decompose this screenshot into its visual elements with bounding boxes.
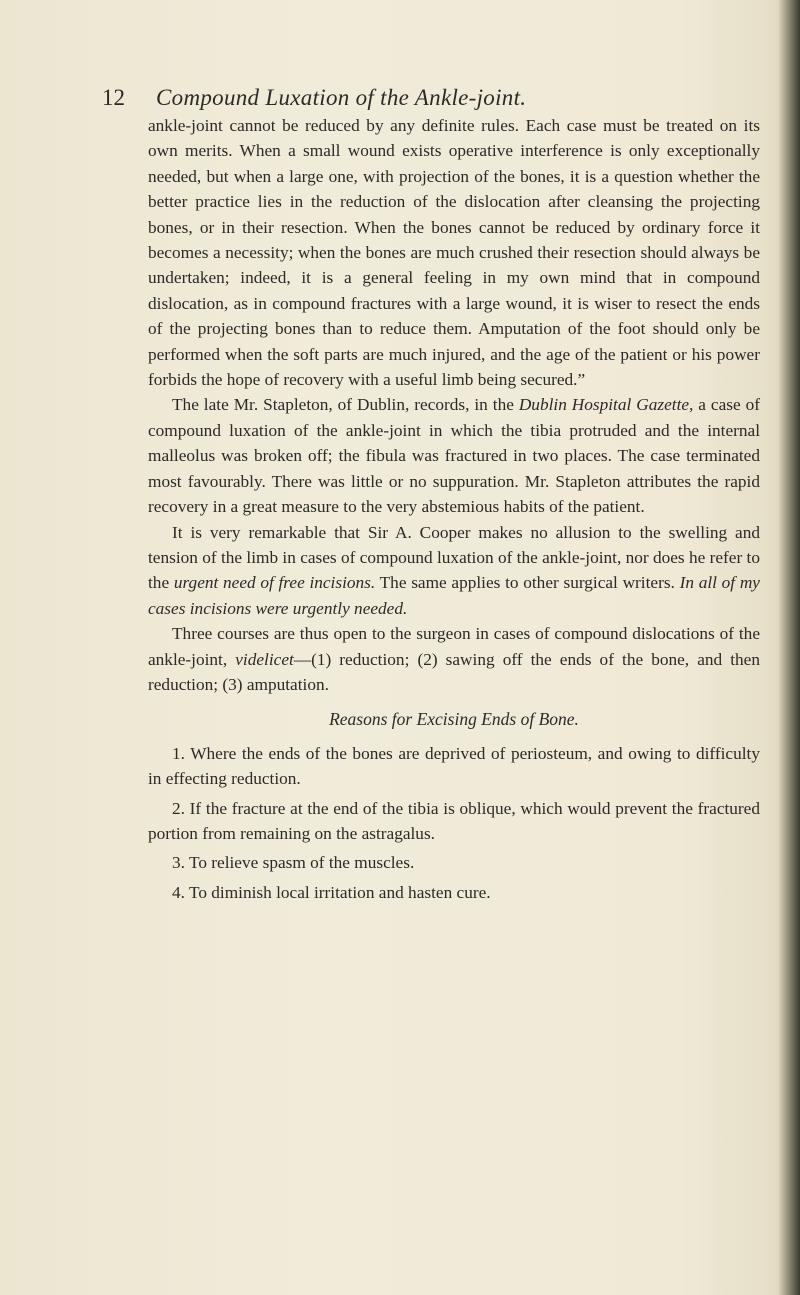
list-item: 1. Where the ends of the bones are deprived of periosteum, and owing to difficulty in effecting reduction.: [148, 743, 760, 789]
paragraph-3-text-a: It is very remarkable that Sir A. Cooper makes no allusion to the swelling and tension of the limb in cases of compound luxation of the ankle-joint, nor does he refer to the: [148, 522, 760, 593]
paragraph-4-emphasis: videlicet: [235, 649, 294, 669]
paragraph-4: [148, 621, 760, 697]
paragraph-3-emphasis-2: In all of my cases incisions were urgently needed.: [148, 573, 760, 618]
paragraph-2-text-a: The late Mr. Stapleton, of Dublin, records, in the: [172, 395, 519, 415]
paragraph-4-text-a: Three courses are thus open to the surgeon in cases of compound dislocations of the ankle-joint,: [148, 624, 760, 669]
paragraph-1: ankle-joint cannot be reduced by any definite rules. Each case must be treated on its own merits. When a small wound exists operative interference is only exceptionally needed, but when a large one, with projection of the bones, it is a question whether the better practice lies in the reduction of the dislocation after cleansing the projecting bones, or in their resection. When the bones cannot be reduced by ordinary force it becomes a necessity; when the bones are much crushed their resection should always be undertaken; indeed, it is a general feeling in my own mind that in compound dislocation, as in compound fractures with a large wound, it is wiser to resect the ends of the projecting bones than to reduce them. Amputation of the foot should only be performed when the soft parts are much injured, and the age of the patient or his power forbids the hope of recovery with a useful limb being secured.”: [148, 116, 760, 390]
list-item: 3. To relieve spasm of the muscles.: [172, 853, 415, 873]
paragraph-2-text-b: a case of compound luxation of the ankle-joint in which the tibia protruded and the internal malleolus was broken off; the fibula was fractured in two places. The case terminated most favourably. There was little or no suppuration. Mr. Stapleton attributes the rapid recovery in a great measure to the very abstemious habits of the patient.: [148, 395, 760, 517]
section-heading: Reasons for Excising Ends of Bone.: [329, 709, 579, 730]
paragraph-3-emphasis-1: urgent need of free incisions.: [173, 573, 376, 593]
list-item: 2. If the fracture at the end of the tibia is oblique, which would prevent the fractured portion from remaining on the astragalus.: [148, 798, 760, 843]
running-header: [102, 80, 527, 116]
paragraph-3: [148, 520, 760, 622]
list-item: 4. To diminish local irritation and hasten cure.: [172, 882, 491, 902]
page-binding-shadow: [778, 0, 800, 1295]
paragraph-4-text-b: —(1) reduction; (2) sawing off the ends of the bone, and then reduction; (3) amputation.: [148, 649, 760, 694]
paragraph-3-text-b: The same applies to other surgical writers.: [375, 573, 680, 593]
page-number: 12: [102, 85, 125, 110]
body-text: [148, 113, 760, 905]
journal-title: Dublin Hospital Gazette,: [518, 395, 694, 415]
paragraph-2: [148, 392, 760, 519]
running-title: Compound Luxation of the Ankle-joint.: [156, 85, 527, 110]
